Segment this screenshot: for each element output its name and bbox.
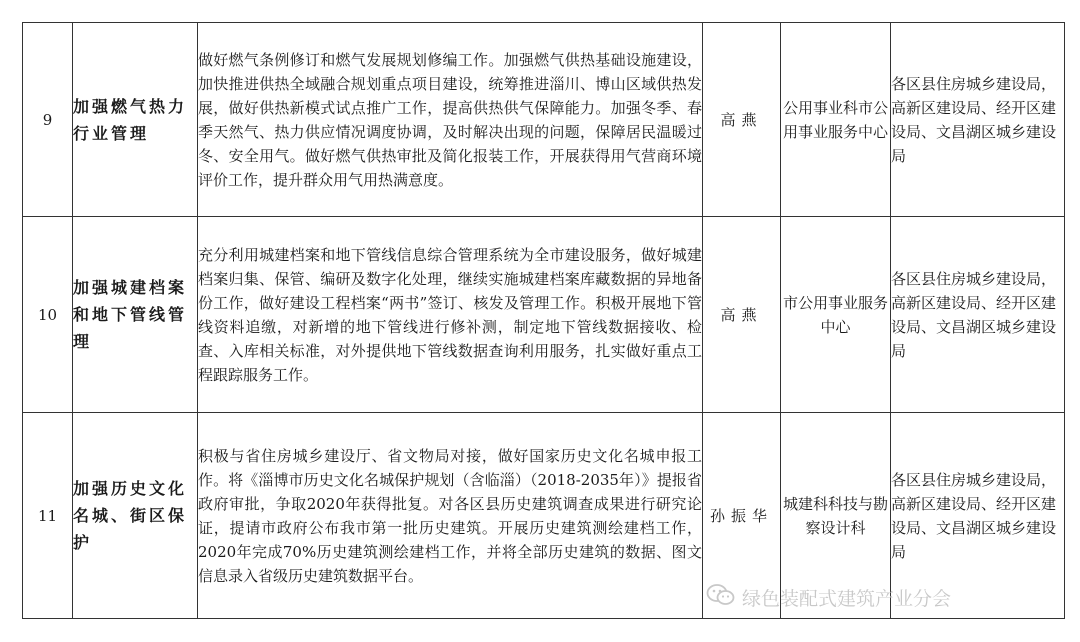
task-title: 加强燃气热力行业管理 xyxy=(73,23,198,217)
table-row xyxy=(23,217,1065,413)
cooperating-units: 各区县住房城乡建设局，高新区建设局、经开区建设局、文昌湖区城乡建设局 xyxy=(891,217,1065,413)
cooperating-units: 各区县住房城乡建设局，高新区建设局、经开区建设局、文昌湖区城乡建设局 xyxy=(891,23,1065,217)
responsible-leader: 高燕 xyxy=(703,217,781,413)
task-table xyxy=(22,22,1065,619)
task-title: 加强历史文化名城、街区保护 xyxy=(73,413,198,619)
task-content: 积极与省住房城乡建设厅、省文物局对接，做好国家历史文化名城申报工作。将《淄博市历史文化名城保护规划（含临淄）（2018-2035年）》提报省政府审批，争取2020年获得批复。对各区县历史建筑调查成果进行研究论证，提请市政府公布我市第一批历史建筑。开展历史建筑测绘建档工作，2020年完成70%历史建筑测绘建档工作，并将全部历史建筑的数据、图文信息录入省级历史建筑数据平台。 xyxy=(198,413,703,619)
lead-unit: 公用事业科市公用事业服务中心 xyxy=(781,23,891,217)
lead-unit: 市公用事业服务中心 xyxy=(781,217,891,413)
responsible-leader: 高燕 xyxy=(703,23,781,217)
table-row xyxy=(23,413,1065,619)
responsible-leader: 孙振华 xyxy=(703,413,781,619)
watermark-text: 绿色装配式建筑产业分会 xyxy=(742,588,952,610)
task-content: 充分利用城建档案和地下管线信息综合管理系统为全市建设服务，做好城建档案归集、保管、编研及数字化处理，继续实施城建档案库藏数据的异地备份工作，做好建设工程档案“两书”签订、核发及管理工作。积极开展地下管线资料追缴，对新增的地下管线进行修补测，制定地下管线数据接收、检查、入库相关标准，对外提供地下管线数据查询利用服务，扎实做好重点工程跟踪服务工作。 xyxy=(198,217,703,413)
row-number: 10 xyxy=(23,217,73,413)
task-content: 做好燃气条例修订和燃气发展规划修编工作。加强燃气供热基础设施建设，加快推进供热全域融合规划重点项目建设，统筹推进淄川、博山区域供热发展，做好供热新模式试点推广工作，提高供热供气保障能力。加强冬季、春季天然气、热力供应情况调度协调，及时解决出现的问题，保障居民温暖过冬、安全用气。做好燃气供热审批及简化报装工作，开展获得用气营商环境评价工作，提升群众用气用热满意度。 xyxy=(198,23,703,217)
table-row xyxy=(23,23,1065,217)
cooperating-units: 各区县住房城乡建设局，高新区建设局、经开区建设局、文昌湖区城乡建设局 xyxy=(891,413,1065,619)
task-title: 加强城建档案和地下管线管理 xyxy=(73,217,198,413)
row-number: 11 xyxy=(23,413,73,619)
row-number: 9 xyxy=(23,23,73,217)
lead-unit: 城建科科技与勘察设计科 xyxy=(781,413,891,619)
